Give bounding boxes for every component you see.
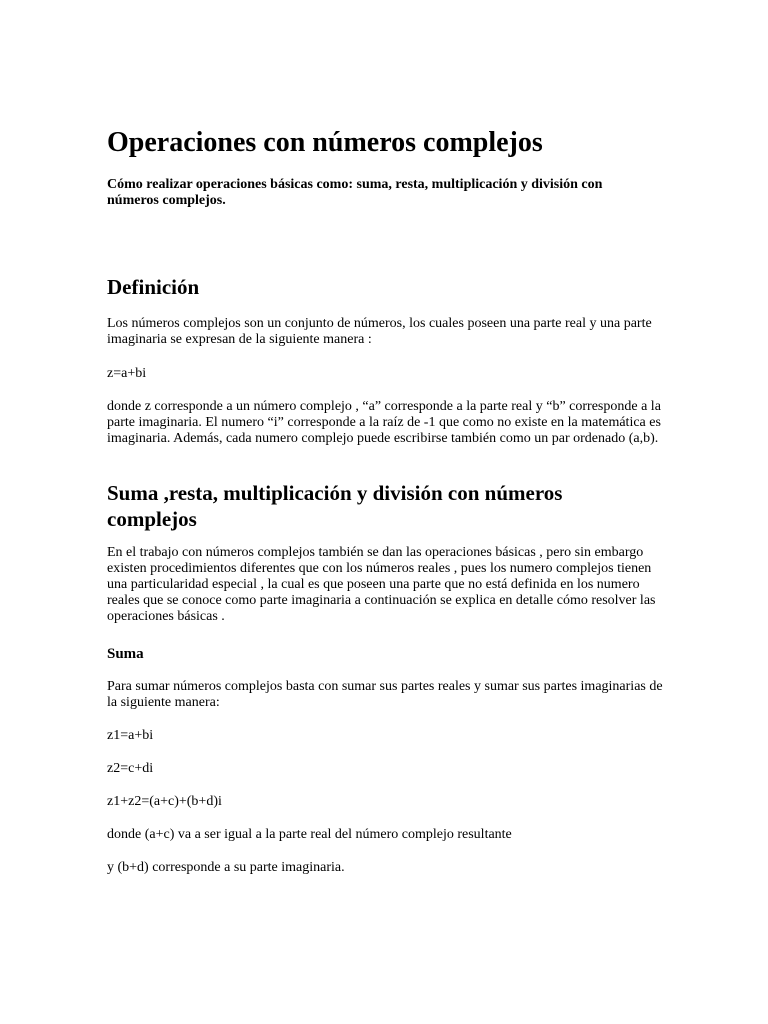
definition-explanation: donde z corresponde a un número complejo , “a” corresponde a la parte real y “b” corresponde a la parte imaginaria. El numero “i” corresponde a la raíz de -1 que como no existe en la matemática es imaginaria. Además, cada numero complejo puede escribirse también como un par ordenado (a,b).	[107, 399, 661, 446]
suma-heading: Suma	[107, 646, 144, 662]
suma-formula: z1+z2=(a+c)+(b+d)i	[107, 794, 222, 809]
suma-real-note: donde (a+c) va a ser igual a la parte real del número complejo resultante	[107, 827, 512, 842]
definition-heading: Definición	[107, 275, 200, 299]
definition-intro: Los números complejos son un conjunto de números, los cuales poseen una parte real y una parte imaginaria se expresan de la siguiente manera :	[107, 316, 652, 347]
page-title: Operaciones con números complejos	[107, 127, 543, 158]
suma-z1: z1=a+bi	[107, 728, 154, 743]
suma-z2: z2=c+di	[107, 761, 154, 776]
definition-formula: z=a+bi	[107, 366, 147, 381]
operations-intro: En el trabajo con números complejos también se dan las operaciones básicas , pero sin embargo existen procedimientos diferentes que con los números reales , pues los numero complejos tienen una particularidad especial , la cual es que poseen una parte que no está definida en los numero reales que se conoce como parte imaginaria a continuación se explica en detalle cómo resolver las operaciones básicas .	[107, 545, 656, 624]
page-subtitle: Cómo realizar operaciones básicas como: suma, resta, multiplicación y división con números complejos.	[107, 177, 603, 208]
operations-heading: Suma ,resta, multiplicación y división con números complejos	[107, 481, 563, 531]
suma-intro: Para sumar números complejos basta con sumar sus partes reales y sumar sus partes imaginarias de la siguiente manera:	[107, 679, 663, 710]
suma-imag-note: y (b+d) corresponde a su parte imaginaria.	[107, 860, 345, 875]
